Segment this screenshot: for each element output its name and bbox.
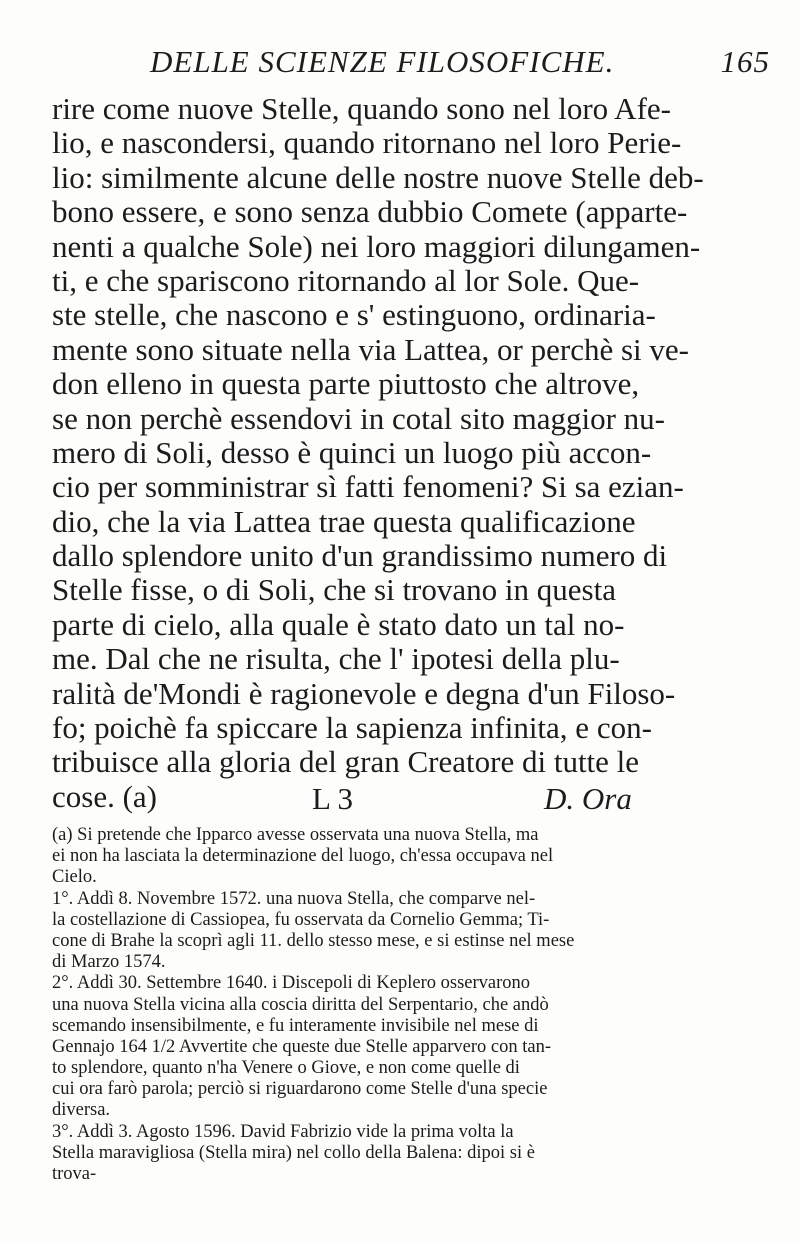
text-line: parte di cielo, alla quale è stato dato un tal no-: [52, 606, 625, 642]
footnote-line: (a) Si pretende che Ipparco avesse osservata una nuova Stella, ma: [52, 825, 539, 845]
footnote-line: diversa.: [52, 1100, 111, 1121]
catchword: D. Ora: [544, 781, 632, 816]
text-line: don elleno in questa parte piuttosto che altrove,: [52, 366, 640, 402]
footnote-line: Cielo.: [52, 867, 97, 888]
footnote-line: 2°. Addì 30. Settembre 1640. i Discepoli di Keplero osservarono: [52, 973, 531, 994]
text-line: me. Dal che ne risulta, che l' ipotesi della plu-: [52, 641, 620, 677]
text-line: dallo splendore unito d'un grandissimo numero di: [52, 538, 668, 574]
footnote-line: Stella maravigliosa (Stella mira) nel collo della Balena: dipoi si è: [52, 1142, 535, 1163]
footnote-line: Gennajo 164 1/2 Avvertite che queste due Stelle apparvero con tan-: [52, 1036, 551, 1057]
main-text: [52, 92, 782, 814]
text-line: ti, e che spariscono ritornando al lor Sole. Que-: [52, 262, 640, 298]
text-line: dio, che la via Lattea trae questa qualificazione: [52, 503, 636, 539]
text-line: mente sono situate nella via Lattea, or perchè si ve-: [52, 331, 689, 367]
footnote-line: scemando insensibilmente, e fu interamente invisibile nel mese di: [52, 1015, 539, 1036]
footnote-line: cui ora farò parola; perciò si riguardarono come Stelle d'una specie: [52, 1079, 548, 1100]
text-line: se non perchè essendovi in cotal sito maggior nu-: [52, 400, 665, 436]
text-line: Stelle fisse, o di Soli, che si trovano in questa: [52, 572, 616, 608]
running-head: [150, 44, 770, 80]
signature-mark: L 3: [312, 781, 354, 816]
running-title: DELLE SCIENZE FILOSOFICHE.: [150, 44, 615, 79]
text-line: ste stelle, che nascono e s' estinguono, ordinaria-: [52, 297, 656, 333]
footnote-line: cone di Brahe la scoprì agli 11. dello stesso mese, e si estinse nel mese: [52, 930, 575, 951]
text-line: tribuisce alla gloria del gran Creatore di tutte le: [52, 744, 640, 780]
text-line: fo; poichè fa spiccare la sapienza infinita, e con-: [52, 710, 652, 746]
footnotes: [52, 825, 777, 1185]
footnote-line: una nuova Stella vicina alla coscia diritta del Serpentario, che andò: [52, 994, 549, 1015]
footnote-line: 3°. Addì 3. Agosto 1596. David Fabrizio vide la prima volta la: [52, 1121, 514, 1142]
text-line: cio per somministrar sì fatti fenomeni? Si sa ezian-: [52, 469, 684, 505]
text-line: ralità de'Mondi è ragionevole e degna d'un Filoso-: [52, 675, 676, 711]
text-line: cose. (a): [52, 778, 157, 814]
footnote-line: trova-: [52, 1164, 97, 1184]
footnote-line: la costellazione di Cassiopea, fu osservata da Cornelio Gemma; Ti-: [52, 909, 550, 930]
text-line: lio: similmente alcune delle nostre nuove Stelle deb-: [52, 159, 704, 195]
text-line: bono essere, e sono senza dubbio Comete (apparte-: [52, 194, 688, 230]
page-number: 165: [720, 44, 770, 79]
text-line: nenti a qualche Sole) nei loro maggiori dilungamen-: [52, 228, 701, 264]
footnote-line: 1°. Addì 8. Novembre 1572. una nuova Stella, che comparve nel-: [52, 888, 536, 909]
text-line: rire come nuove Stelle, quando sono nel loro Afe-: [52, 91, 671, 126]
footnote-line: ei non ha lasciata la determinazione del luogo, ch'essa occupava nel: [52, 846, 554, 867]
text-line: mero di Soli, desso è quinci un luogo più accon-: [52, 434, 652, 470]
footnote-line: di Marzo 1574.: [52, 952, 166, 973]
footnote-line: to splendore, quanto n'ha Venere o Giove, e non come quelle di: [52, 1058, 520, 1079]
text-line: lio, e nascondersi, quando ritornano nel loro Perie-: [52, 125, 682, 161]
